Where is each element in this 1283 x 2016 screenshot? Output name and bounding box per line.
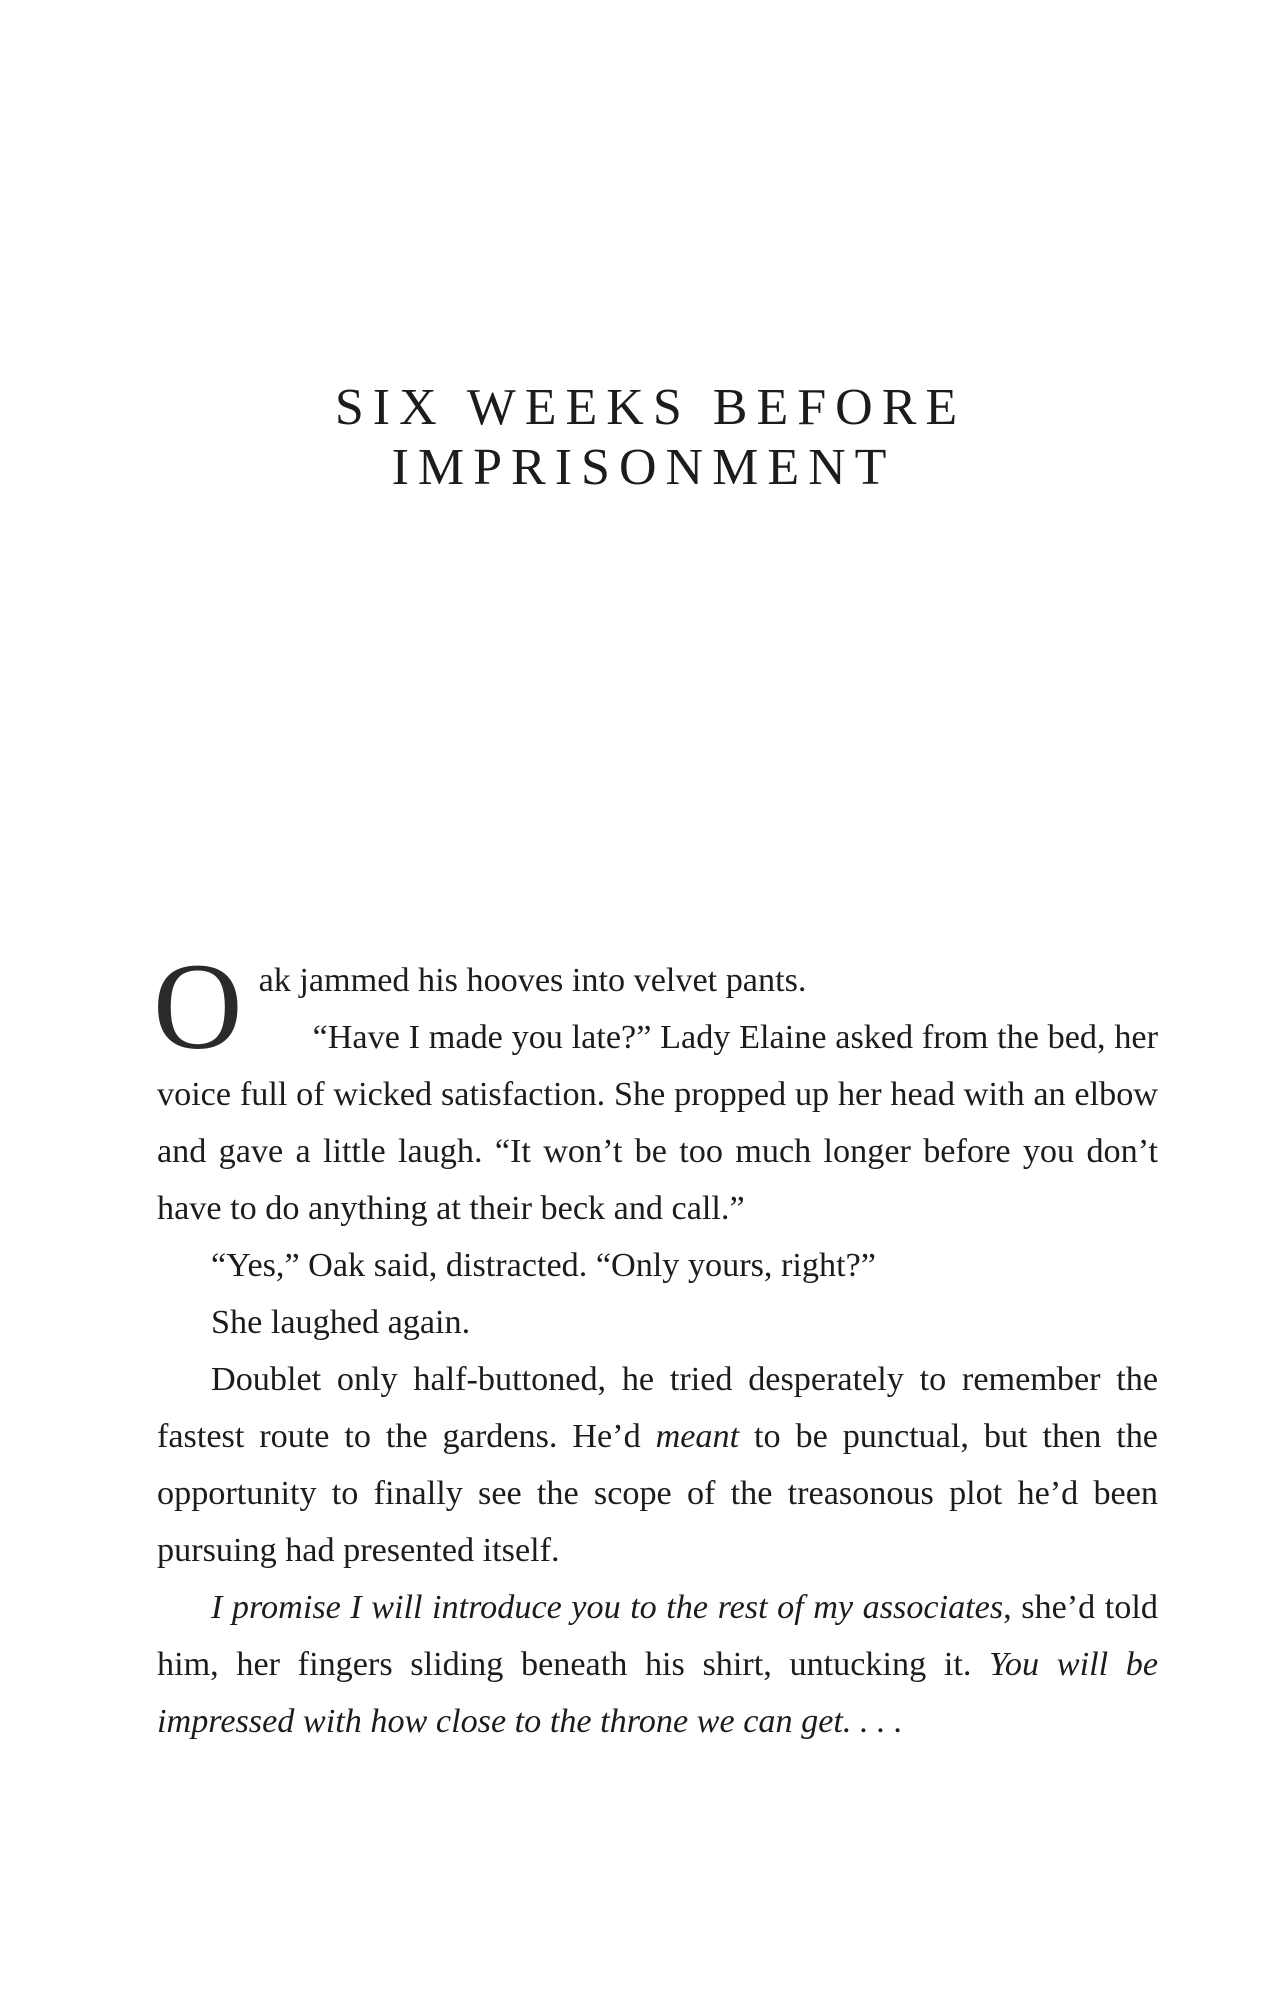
- paragraph-4-text: She laughed again.: [211, 1304, 471, 1341]
- paragraph-1: [153, 938, 1158, 1075]
- drop-cap: O: [153, 938, 243, 1075]
- chapter-body: [153, 938, 1158, 1750]
- paragraph-2: [157, 1009, 1158, 1237]
- paragraph-6-emphasis-2: You will be impressed with how close to the throne we can get. . . .: [157, 1646, 1158, 1740]
- paragraph-5-text-b: to be punctual, but then the opportunity to finally see the scope of the treasonous plot he’d been pursuing had presented itself.: [157, 1418, 1158, 1569]
- paragraph-5-text-a: Doublet only half-buttoned, he tried desperately to remember the fastest route to the gardens. He’d: [157, 1361, 1158, 1455]
- paragraph-1-text: ak jammed his hooves into velvet pants.: [258, 962, 807, 999]
- paragraph-3: [157, 1237, 1158, 1294]
- chapter-title: [0, 378, 1283, 498]
- paragraph-6-text: , she’d told him, her fingers sliding beneath his shirt, untucking it.: [157, 1589, 1158, 1683]
- paragraph-2-text: “Have I made you late?” Lady Elaine asked from the bed, her voice full of wicked satisfaction. She propped up her head with an elbow and gave a little laugh. “It won’t be too much longer before you don’t have to do anything at their beck and call.”: [157, 1019, 1158, 1227]
- chapter-title-line-2: IMPRISONMENT: [391, 439, 896, 496]
- paragraph-6-emphasis-1: I promise I will introduce you to the rest of my associates: [211, 1589, 1004, 1626]
- paragraph-4: [157, 1294, 1158, 1351]
- paragraph-3-text: “Yes,” Oak said, distracted. “Only yours, right?”: [211, 1247, 876, 1284]
- paragraph-5-emphasis: meant: [655, 1418, 740, 1455]
- paragraph-6: [157, 1579, 1158, 1750]
- paragraph-5: [157, 1351, 1158, 1579]
- chapter-title-line-1: SIX WEEKS BEFORE: [334, 379, 967, 436]
